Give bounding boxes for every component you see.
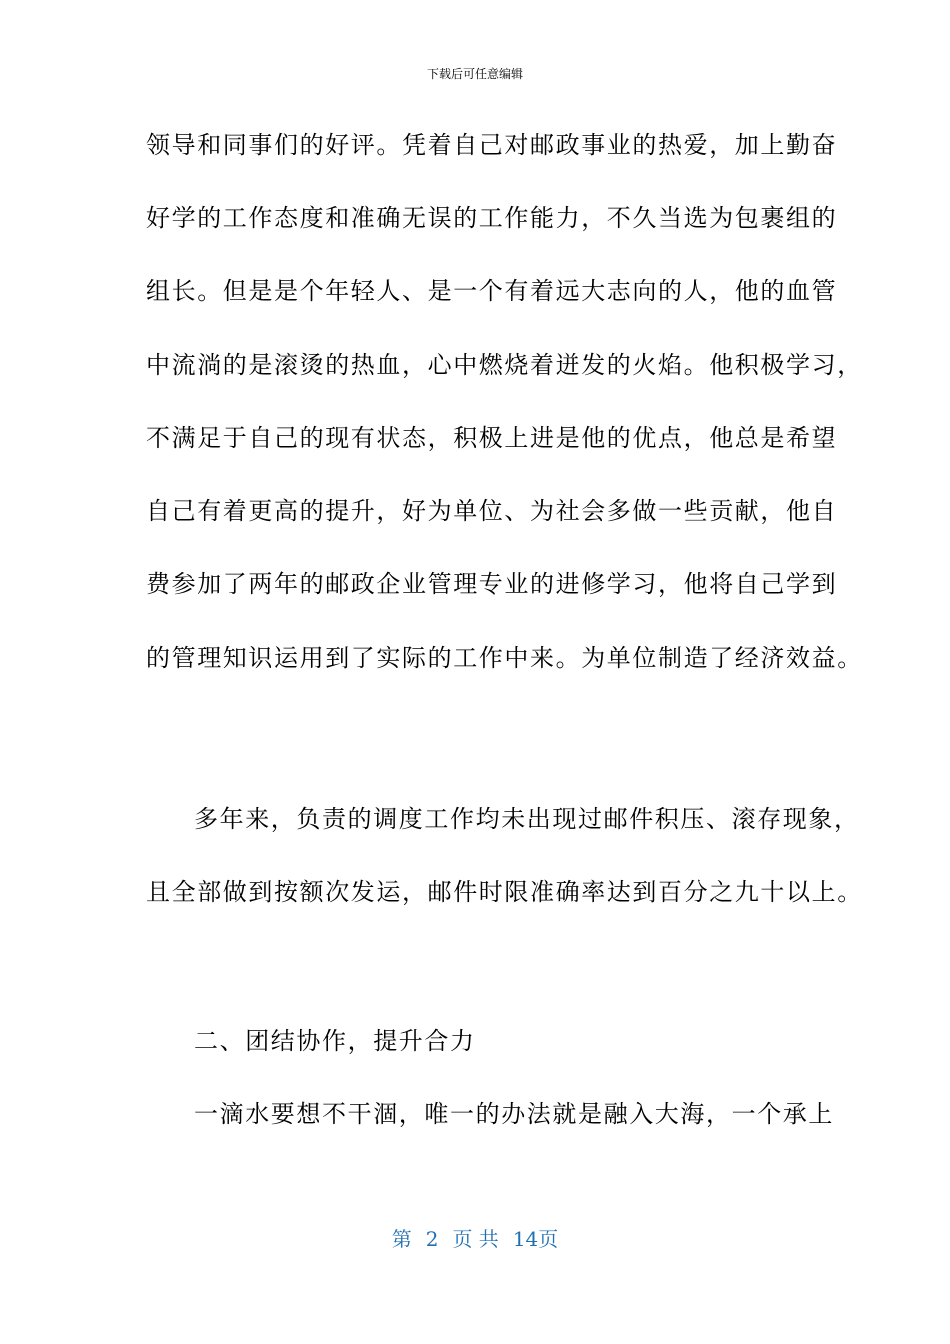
text-line: 的管理知识运用到了实际的工作中来。为单位制造了经济效益。 [146, 644, 863, 672]
text-line: 一滴水要想不干涸，唯一的办法就是融入大海，一个承上 [194, 1100, 834, 1128]
text-line: 且全部做到按额次发运，邮件时限准确率达到百分之九十以上。 [146, 878, 863, 906]
text-line: 费参加了两年的邮政企业管理专业的进修学习，他将自己学到 [146, 570, 838, 598]
page-header: 下载后可任意编辑 [426, 67, 523, 81]
footer-total-pages: 14 [512, 1227, 539, 1251]
section-heading: 二、团结协作，提升合力 [194, 1027, 476, 1055]
text-line: 多年来，负责的调度工作均未出现过邮件积压、滚存现象， [194, 805, 860, 833]
text-line: 中流淌的是滚烫的热血，心中燃烧着迸发的火焰。他积极学习， [146, 351, 863, 379]
text-line: 领导和同事们的好评。凭着自己对邮政事业的热爱，加上勤奋 [146, 131, 838, 159]
text-line: 自己有着更高的提升，好为单位、为社会多做一些贡献，他自 [146, 497, 838, 525]
text-line: 组长。但是是个年轻人、是一个有着远大志向的人，他的血管 [146, 277, 838, 305]
footer-suffix: 页 [538, 1227, 559, 1251]
text-line: 好学的工作态度和准确无误的工作能力，不久当选为包裹组的 [146, 204, 838, 232]
page-footer [0, 1226, 950, 1252]
footer-prefix: 第 [391, 1227, 412, 1251]
footer-middle: 页 共 [452, 1227, 499, 1251]
text-line: 不满足于自己的现有状态，积极上进是他的优点，他总是希望 [146, 424, 838, 452]
footer-page-number: 2 [425, 1227, 439, 1251]
